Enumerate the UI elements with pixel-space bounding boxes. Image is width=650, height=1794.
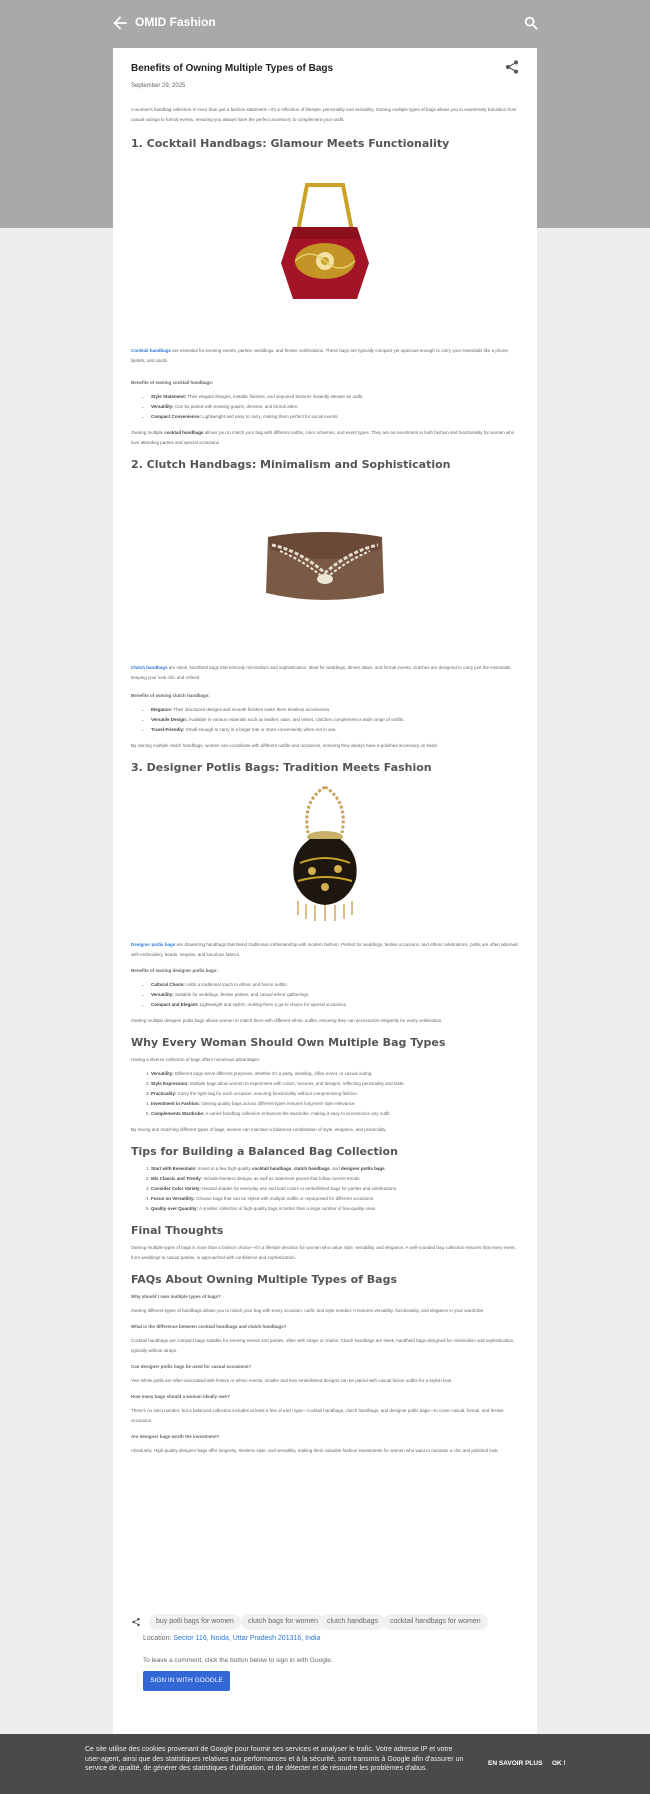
list-item: 1. Start with Essentials: Invest in a few high-quality cocktail handbags, clutch handbags, and designer potlis bags. (151, 1164, 519, 1174)
list-item: • Versatility: Suitable for weddings, festive parties, and casual ethnic gatherings. (151, 990, 519, 1000)
clutch-intro: Clutch handbags are sleek, handheld bags that embody minimalism and sophistication. Ideal for weddings, dinner dates, and formal events, clutches are designed to carry just the essentials, keeping your look chic and refined. (131, 665, 512, 680)
share-icon[interactable] (504, 59, 520, 75)
potli-benefits-list (131, 980, 519, 1010)
potli-bag-image (131, 778, 519, 928)
cocktail-bag-image (131, 162, 519, 332)
list-item: • Compact and Elegant: Lightweight and stylish, making them a go-to choice for special occasions. (151, 1000, 519, 1010)
faq-answer: Owning different types of handbags allows you to match your bag with every occasion, outfit, and style needed. It ensures versatility, functionality, and elegance in your wardrobe. (131, 1308, 485, 1313)
faq-answer: Cocktail handbags are compact bags suitable for evening events and parties, often with straps or chains. Clutch handbags are sleek, handheld bags designed for minimalism and sophistication, typically without straps. (131, 1338, 515, 1353)
why-outro: By mixing and matching different types of bags, women can maintain a balanced combination of style, elegance, and practicality. (131, 1127, 387, 1132)
potli-benefits-title: Benefits of owning designer potlis bags: (131, 968, 218, 973)
faq-question: Can designer potlis bags be used for casual occasions? (131, 1364, 252, 1369)
section-heading-tips: Tips for Building a Balanced Bag Collection (131, 1145, 398, 1158)
list-item: • Style Statement: Their elegant designs, metallic finishes, and sequined textures instantly elevate an outfit. (151, 392, 519, 402)
post-intro: A women's handbag collection is more than just a fashion statement—it's a reflection of lifestyle, personality and versatility. Owning multiple types of bags allows you to seamlessly transition from casual outings to formal events, ensuring you always have the perfect accessory to complement your outfit. (131, 107, 517, 122)
post-card (113, 48, 537, 1734)
section-heading-why: Why Every Woman Should Own Multiple Bag Types (131, 1036, 446, 1049)
clutch-bag-illustration (260, 521, 390, 611)
final-text: Owning multiple types of bags is more than a fashion choice—it's a lifestyle decision for women who value style, versatility, and elegance. A well-rounded bag collection ensures that every event, from weddings to casual parties, is approached with confidence and sophistication. (131, 1245, 516, 1260)
tag-chip[interactable]: clutch handbags (320, 1614, 385, 1630)
list-item: 4. Focus on Versatility: Choose bags that can be styled with multiple outfits or repurposed for different occasions. (151, 1194, 519, 1204)
post-content (113, 48, 537, 1456)
clutch-benefits-title: Benefits of owning clutch handbags: (131, 693, 210, 698)
post-date[interactable]: September 29, 2025 (131, 83, 186, 89)
list-item: • Travel-Friendly: Small enough to carry in a larger tote or store conveniently when not in use. (151, 725, 519, 735)
tag-chip[interactable]: buy potli bags for women (149, 1614, 241, 1630)
tips-list (131, 1164, 519, 1214)
section-heading-potli: 3. Designer Potlis Bags: Tradition Meets Fashion (131, 761, 432, 774)
why-list (131, 1069, 519, 1119)
list-item: 2. Style Expression: Multiple bags allow women to experiment with colors, textures, and designs, reflecting personality and taste. (151, 1079, 519, 1089)
cocktail-benefits-title: Benefits of owning cocktail handbags: (131, 380, 214, 385)
share-icon[interactable] (131, 1617, 141, 1627)
faq-answer: Absolutely. High-quality designer bags offer longevity, timeless style, and versatility, making them valuable fashion investments for women who want to maintain a chic and polished look. (131, 1448, 499, 1453)
section-heading-final: Final Thoughts (131, 1224, 224, 1237)
cookie-text: Ce site utilise des cookies provenant de Google pour fournir ses services et analyser le trafic. Votre adresse IP et votre user-agent, ainsi que des statistiques relatives aux performances et à la sécurité, sont transmis à Google afin d'assurer un service de qualité, de générer des statistiques d'utilisation, et de détecter et de résoudre les problèmes d'abus. (85, 1746, 464, 1772)
list-item: 5. Quality over Quantity: A smaller collection of high-quality bags is better than a large number of low-quality ones. (151, 1204, 519, 1214)
faq-question: How many bags should a woman ideally own? (131, 1394, 231, 1399)
list-item: • Versatile Design: Available in various materials such as leather, satin, and velvet, clutches complement a wide range of outfits. (151, 715, 519, 725)
list-item: • Elegance: Their structured designs and smooth finishes make them timeless accessories. (151, 705, 519, 715)
cookie-banner (0, 1734, 650, 1794)
section-heading-cocktail: 1. Cocktail Handbags: Glamour Meets Functionality (131, 137, 450, 150)
comment-note: To leave a comment, click the button below to sign in with Google. (143, 1657, 333, 1664)
list-item: • Compact Convenience: Lightweight and easy to carry, making them perfect for social events. (151, 412, 519, 422)
section-heading-clutch: 2. Clutch Handbags: Minimalism and Sophistication (131, 458, 451, 471)
cocktail-intro: Cocktail handbags are essential for evening events, parties, weddings, and festive celebrations. These bags are typically compact yet spacious enough to carry your essentials like a phone, lipstick, and cards. (131, 348, 510, 363)
arrow-left-icon[interactable] (110, 13, 130, 33)
clutch-handbags-link[interactable]: Clutch handbags (131, 665, 168, 670)
list-item: 5. Complements Wardrobe: A varied handbag collection enhances the wardrobe, making it easy to accessorize any outfit. (151, 1109, 519, 1119)
sign-in-with-google-button[interactable]: SIGN IN WITH GOOGLE (143, 1671, 230, 1691)
location-link[interactable]: Sector 116, Noida, Uttar Pradesh 201316, India (173, 1635, 321, 1642)
clutch-benefits-list (131, 705, 519, 735)
cocktail-bag-illustration (265, 177, 385, 317)
cocktail-handbags-link[interactable]: Cocktail handbags (131, 348, 172, 353)
potli-bag-illustration (280, 783, 370, 923)
faq-answer: Yes! While potlis are often associated with festive or ethnic events, smaller and less embellished designs can be paired with casual fusion outfits for a stylish look. (131, 1378, 453, 1383)
faq-question: Why should I own multiple types of bags? (131, 1294, 221, 1299)
list-item: 3. Practicality: Carry the right bag for each occasion, ensuring functionality without compromising fashion. (151, 1089, 519, 1099)
list-item: 3. Consider Color Variety: Neutral shades for everyday use and bold colors or embellished bags for parties and celebrations. (151, 1184, 519, 1194)
why-intro: Having a diverse collection of bags offers numerous advantages: (131, 1057, 260, 1062)
tag-chip[interactable]: cocktail handbags for women (383, 1614, 488, 1630)
tag-chip[interactable]: clutch bags for women (241, 1614, 325, 1630)
blog-title[interactable]: OMID Fashion (135, 15, 216, 29)
section-heading-faqs: FAQs About Owning Multiple Types of Bags (131, 1273, 397, 1286)
potli-outro: Owning multiple designer potlis bags allows women to match them with different ethnic outfits, ensuring they can accessorize elegantly for every celebration. (131, 1018, 443, 1023)
list-item: • Versatility: Can be paired with evening gowns, dresses, and formal attire. (151, 402, 519, 412)
faq-question: Are designer bags worth the investment? (131, 1434, 220, 1439)
post-tags (113, 1610, 537, 1634)
cookie-ok-button[interactable]: OK ! (552, 1760, 566, 1767)
post-location: Location: Sector 116, Noida, Uttar Pradesh 201316, India (143, 1635, 321, 1642)
faq-list (131, 1292, 519, 1456)
clutch-outro: By owning multiple clutch handbags, women can coordinate with different outfits and occasions, ensuring they always have a polished accessory on hand. (131, 743, 438, 748)
search-icon[interactable] (523, 15, 539, 31)
cocktail-outro: Owning multiple cocktail handbags allows you to match your bag with different outfits, color schemes, and event types. They are an investment in both fashion and functionality for women who love attending parties and special occasions. (131, 430, 515, 445)
list-item: • Cultural Charm: Adds a traditional touch to ethnic and fusion outfits. (151, 980, 519, 990)
blog-header (0, 0, 650, 46)
post-title: Benefits of Owning Multiple Types of Bags (131, 63, 334, 74)
list-item: 4. Investment in Fashion: Owning quality bags across different types ensures long-term style relevance. (151, 1099, 519, 1109)
list-item: 2. Mix Classic and Trendy: Include timeless designs as well as statement pieces that follow current trends. (151, 1174, 519, 1184)
potli-intro: Designer potlis bags are drawstring handbags that blend traditional craftsmanship with modern fashion. Perfect for weddings, festive occasions, and ethnic celebrations, potlis are often adorned with embroidery, beads, sequins, and luxurious fabrics. (131, 942, 518, 957)
cookie-learn-more-button[interactable]: EN SAVOIR PLUS (488, 1760, 543, 1767)
list-item: 1. Versatility: Different bags serve different purposes, whether it's a party, wedding, office event, or casual outing. (151, 1069, 519, 1079)
faq-question: What is the difference between cocktail handbags and clutch handbags? (131, 1324, 287, 1329)
faq-answer: There's no strict number, but a balanced collection includes at least a few of each type—cocktail handbags, clutch handbags, and designer potlis bags—to cover casual, formal, and festive occasions. (131, 1408, 504, 1423)
clutch-bag-image (131, 481, 519, 651)
designer-potlis-link[interactable]: Designer potlis bags (131, 942, 176, 947)
cocktail-benefits-list (131, 392, 519, 422)
